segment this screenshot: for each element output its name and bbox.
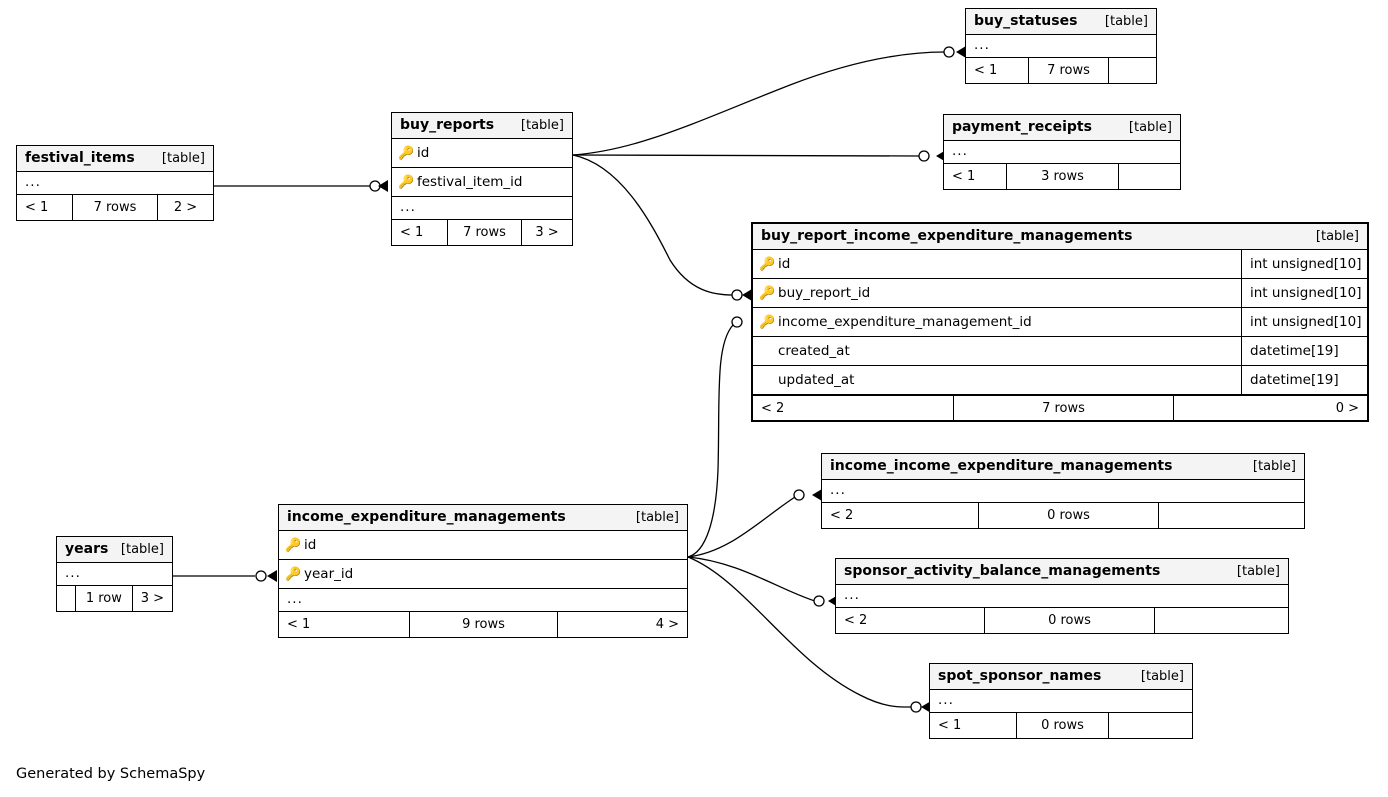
- foreign-key-icon: 🔑: [759, 285, 776, 301]
- table-festival_items[interactable]: [16, 145, 214, 221]
- footer-rows: 7 rows: [1028, 58, 1108, 83]
- footer-rows: 3 rows: [1006, 164, 1118, 189]
- column-cell: [753, 368, 1241, 392]
- footer-children: 4 >: [557, 612, 687, 637]
- column-name: income_expenditure_management_id: [778, 314, 1032, 330]
- table-name: payment_receipts: [952, 119, 1092, 135]
- column-cell: [279, 562, 687, 586]
- table-footer: [753, 395, 1367, 420]
- table-years[interactable]: [56, 536, 173, 612]
- table-footer: [17, 195, 213, 220]
- table-header: [944, 115, 1180, 141]
- footer-children: [1158, 503, 1304, 528]
- edge-buy-reports-payment-receipts: [573, 155, 920, 156]
- table-tag: [table]: [520, 117, 564, 133]
- table-footer: [57, 586, 172, 611]
- table-tag: [table]: [1236, 563, 1280, 579]
- table-tag: [table]: [1315, 228, 1359, 244]
- generated-by-credit: Generated by SchemaSpy: [16, 766, 206, 782]
- footer-children: 0 >: [1173, 396, 1367, 420]
- foreign-key-icon: 🔑: [285, 566, 302, 582]
- column-name: id: [304, 537, 317, 553]
- table-tag: [table]: [120, 541, 164, 557]
- table-footer: [930, 713, 1192, 738]
- column-cell: [392, 141, 572, 165]
- column-type: int unsigned[10]: [1241, 308, 1367, 336]
- column-type: int unsigned[10]: [1241, 279, 1367, 307]
- columns-ellipsis: ...: [930, 690, 1192, 713]
- columns-ellipsis: ...: [17, 172, 213, 195]
- table-sponsor_activity_balance_managements[interactable]: [835, 558, 1289, 634]
- table-tag: [table]: [635, 509, 679, 525]
- table-row[interactable]: [392, 139, 572, 168]
- footer-rows: 7 rows: [72, 195, 157, 220]
- columns-ellipsis: ...: [57, 563, 172, 586]
- footer-rows: 7 rows: [953, 396, 1173, 420]
- footer-parents: < 1: [952, 169, 976, 184]
- column-name: id: [417, 145, 430, 161]
- footer-children: 2 >: [157, 195, 213, 220]
- table-header: [753, 224, 1367, 250]
- footer-parents: [57, 586, 75, 611]
- table-name: income_expenditure_managements: [287, 509, 566, 525]
- column-type: datetime[19]: [1241, 337, 1367, 365]
- column-cell: [753, 310, 1241, 334]
- table-row[interactable]: [753, 250, 1367, 279]
- table-buy_report_income_expenditure_managements[interactable]: [751, 222, 1369, 422]
- table-header: [822, 454, 1304, 480]
- footer-parents: < 1: [938, 718, 962, 733]
- footer-children: [1108, 713, 1192, 738]
- table-row[interactable]: [279, 531, 687, 560]
- table-tag: [table]: [161, 150, 205, 166]
- table-name: buy_statuses: [974, 13, 1078, 29]
- footer-parents: < 1: [974, 63, 998, 78]
- column-cell: [753, 339, 1241, 363]
- table-header: [836, 559, 1288, 585]
- table-footer: [822, 503, 1304, 528]
- column-name: created_at: [778, 343, 850, 359]
- table-header: [392, 113, 572, 139]
- footer-rows: 0 rows: [1016, 713, 1108, 738]
- table-payment_receipts[interactable]: [943, 114, 1181, 190]
- table-header: [279, 505, 687, 531]
- footer-parents: < 2: [830, 508, 854, 523]
- footer-rows: 1 row: [75, 586, 132, 611]
- table-header: [57, 537, 172, 563]
- footer-parents: < 2: [761, 400, 785, 416]
- footer-children: [1108, 58, 1156, 83]
- footer-parents: < 2: [844, 613, 868, 628]
- footer-rows: 0 rows: [984, 608, 1154, 633]
- table-footer: [966, 58, 1156, 83]
- table-footer: [392, 220, 572, 245]
- table-name: sponsor_activity_balance_managements: [844, 563, 1161, 579]
- footer-parents: < 1: [400, 225, 424, 240]
- column-name: buy_report_id: [778, 285, 871, 301]
- table-name: income_income_expenditure_managements: [830, 458, 1173, 474]
- columns-ellipsis: ...: [822, 480, 1304, 503]
- table-header: [966, 9, 1156, 35]
- columns-ellipsis: ...: [392, 197, 572, 220]
- table-footer: [836, 608, 1288, 633]
- footer-children: 3 >: [132, 586, 172, 611]
- table-buy_statuses[interactable]: [965, 8, 1157, 84]
- footer-children: 3 >: [521, 220, 572, 245]
- table-row[interactable]: [753, 366, 1367, 395]
- table-income_income_expenditure_managements[interactable]: [821, 453, 1305, 529]
- column-type: int unsigned[10]: [1241, 250, 1367, 278]
- edge-iem-income-iem: [688, 497, 795, 557]
- foreign-key-icon: 🔑: [398, 174, 415, 190]
- column-name: year_id: [304, 566, 354, 582]
- columns-ellipsis: ...: [836, 585, 1288, 608]
- column-cell: [753, 281, 1241, 305]
- table-header: [17, 146, 213, 172]
- column-type: datetime[19]: [1241, 366, 1367, 394]
- footer-parents: < 1: [287, 617, 311, 632]
- table-name: festival_items: [25, 150, 135, 166]
- edge-buy-reports-brieem: [573, 155, 733, 295]
- table-row[interactable]: [753, 308, 1367, 337]
- footer-parents: < 1: [25, 200, 49, 215]
- table-name: buy_report_income_expenditure_managements: [761, 228, 1133, 244]
- primary-key-icon: 🔑: [285, 537, 302, 553]
- table-buy_reports[interactable]: [391, 112, 573, 246]
- column-name: id: [778, 256, 791, 272]
- footer-rows: 9 rows: [409, 612, 557, 637]
- column-cell: [279, 533, 687, 557]
- table-footer: [279, 612, 687, 637]
- table-name: buy_reports: [400, 117, 495, 133]
- footer-children: [1154, 608, 1288, 633]
- table-row[interactable]: [279, 560, 687, 589]
- table-footer: [944, 164, 1180, 189]
- table-row[interactable]: [753, 337, 1367, 366]
- edge-iem-sponsor-activity: [688, 557, 815, 601]
- columns-ellipsis: ...: [279, 589, 687, 612]
- foreign-key-icon: 🔑: [759, 314, 776, 330]
- column-cell: [392, 170, 572, 194]
- column-name: updated_at: [778, 372, 855, 388]
- primary-key-icon: 🔑: [398, 145, 415, 161]
- table-spot_sponsor_names[interactable]: [929, 663, 1193, 739]
- footer-rows: 7 rows: [447, 220, 521, 245]
- table-name: years: [65, 541, 109, 557]
- table-tag: [table]: [1252, 458, 1296, 474]
- column-name: festival_item_id: [417, 174, 523, 190]
- footer-rows: 0 rows: [978, 503, 1158, 528]
- footer-children: [1118, 164, 1180, 189]
- table-name: spot_sponsor_names: [938, 668, 1102, 684]
- table-tag: [table]: [1140, 668, 1184, 684]
- edge-iem-brieem: [688, 325, 733, 557]
- table-income_expenditure_managements[interactable]: [278, 504, 688, 638]
- table-tag: [table]: [1128, 119, 1172, 135]
- columns-ellipsis: ...: [944, 141, 1180, 164]
- primary-key-icon: 🔑: [759, 256, 776, 272]
- edge-buy-reports-buy-statuses: [573, 52, 945, 155]
- table-row[interactable]: [753, 279, 1367, 308]
- table-tag: [table]: [1104, 13, 1148, 29]
- table-header: [930, 664, 1192, 690]
- columns-ellipsis: ...: [966, 35, 1156, 58]
- table-row[interactable]: [392, 168, 572, 197]
- column-cell: [753, 252, 1241, 276]
